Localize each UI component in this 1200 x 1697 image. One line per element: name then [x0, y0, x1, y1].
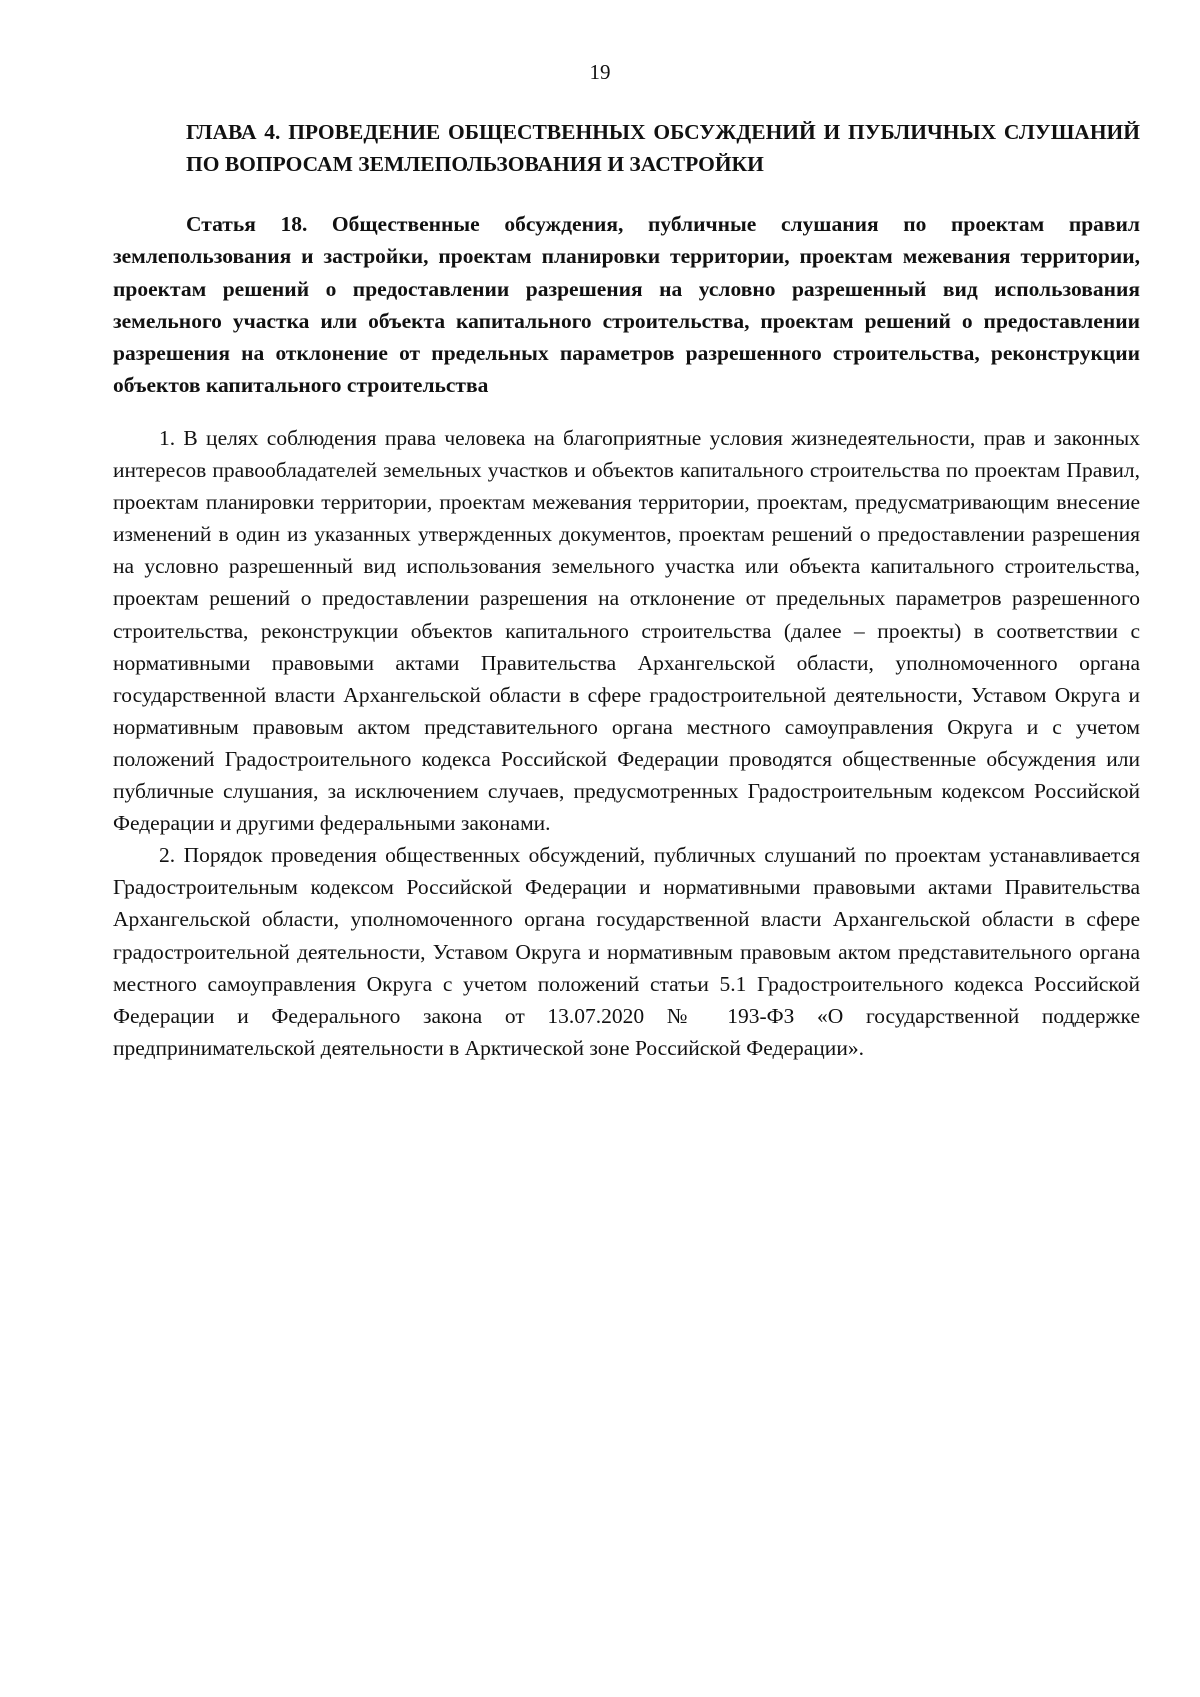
article-body [113, 422, 1140, 1064]
article-heading: Статья 18. Общественные обсуждения, публичные слушания по проектам правил землепользования и застройки, проектам планировки территории, проектам межевания территории, проектам решений о предоставлении разрешения на условно разрешенный вид использования земельного участка или объекта капитального строительства, проектам решений о предоставлении разрешения на отклонение от предельных параметров разрешенного строительства, реконструкции объектов капитального строительства [113, 212, 1140, 398]
page-number: 19 [589, 60, 611, 84]
paragraph-2: 2. Порядок проведения общественных обсуждений, публичных слушаний по проектам устанавливается Градостроительным кодексом Российской Федерации и нормативными правовыми актами Правительства Архангельской области, уполномоченного органа государственной власти Архангельской области в сфере градостроительной деятельности, Уставом Округа и нормативным правовым актом представительного органа местного самоуправления Округа с учетом положений статьи 5.1 Градостроительного кодекса Российской Федерации и Федерального закона от 13.07.2020 № 193-ФЗ «О государственной поддержке предпринимательской деятельности в Арктической зоне Российской Федерации». [113, 843, 1140, 1060]
chapter-heading: ГЛАВА 4. ПРОВЕДЕНИЕ ОБЩЕСТВЕННЫХ ОБСУЖДЕНИЙ И ПУБЛИЧНЫХ СЛУШАНИЙ ПО ВОПРОСАМ ЗЕМЛЕПОЛЬЗОВАНИЯ И ЗАСТРОЙКИ [186, 120, 1140, 176]
paragraph-1: 1. В целях соблюдения права человека на благоприятные условия жизнедеятельности, прав и законных интересов правообладателей земельных участков и объектов капитального строительства по проектам Правил, проектам планировки территории, проектам межевания территории, проектам, предусматривающим внесение изменений в один из указанных утвержденных документов, проектам решений о предоставлении разрешения на условно разрешенный вид использования земельного участка или объекта капитального строительства, проектам решений о предоставлении разрешения на отклонение от предельных параметров разрешенного строительства, реконструкции объектов капитального строительства (далее – проекты) в соответствии с нормативными правовыми актами Правительства Архангельской области, уполномоченного органа государственной власти Архангельской области в сфере градостроительной деятельности, Уставом Округа и нормативным правовым актом представительного органа местного самоуправления Округа и с учетом положений Градостроительного кодекса Российской Федерации проводятся общественные обсуждения или публичные слушания, за исключением случаев, предусмотренных Градостроительным кодексом Российской Федерации и другими федеральными законами. [113, 426, 1140, 836]
